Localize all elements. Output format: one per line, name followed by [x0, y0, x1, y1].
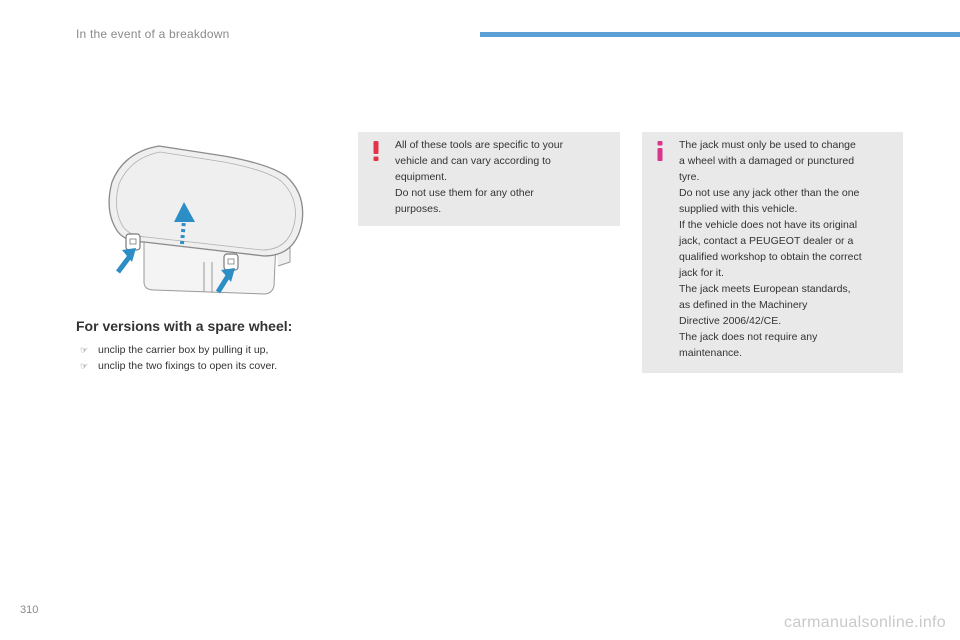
header-accent-bar	[480, 32, 960, 37]
list-item-text: unclip the two fixings to open its cover.	[98, 360, 278, 372]
instruction-list	[76, 342, 277, 374]
watermark: carmanualsonline.info	[784, 614, 946, 631]
arrow-bullet-icon: ☞	[80, 345, 89, 355]
exclamation-icon	[370, 140, 382, 162]
warning-note	[358, 132, 620, 226]
spare-wheel-carrier-illustration	[104, 142, 314, 302]
list-item	[76, 342, 277, 358]
list-item	[76, 358, 277, 374]
clip-arrow-icon	[118, 248, 136, 272]
info-note	[642, 132, 903, 373]
warning-note-text: All of these tools are specific to your vehicle and can vary according to equipment. Do not use them for any other purposes.	[395, 139, 564, 215]
info-icon	[654, 140, 666, 162]
page-number: 310	[20, 604, 39, 616]
info-note-text: The jack must only be used to change a wheel with a damaged or punctured tyre. Do not use any jack other than the one supplied with this vehicle. If the vehicle does not have its original jack, contact a PEUGEOT dealer or a qualified workshop to obtain the correct jack for it. The jack meets European standards, as defined in the Machinery Directive 2006/42/CE. The jack does not require any maintenance.	[679, 139, 862, 359]
page-section-title: In the event of a breakdown	[76, 27, 230, 41]
list-item-text: unclip the carrier box by pulling it up,	[98, 344, 269, 356]
arrow-bullet-icon: ☞	[80, 361, 89, 371]
section-heading: For versions with a spare wheel:	[76, 318, 293, 334]
